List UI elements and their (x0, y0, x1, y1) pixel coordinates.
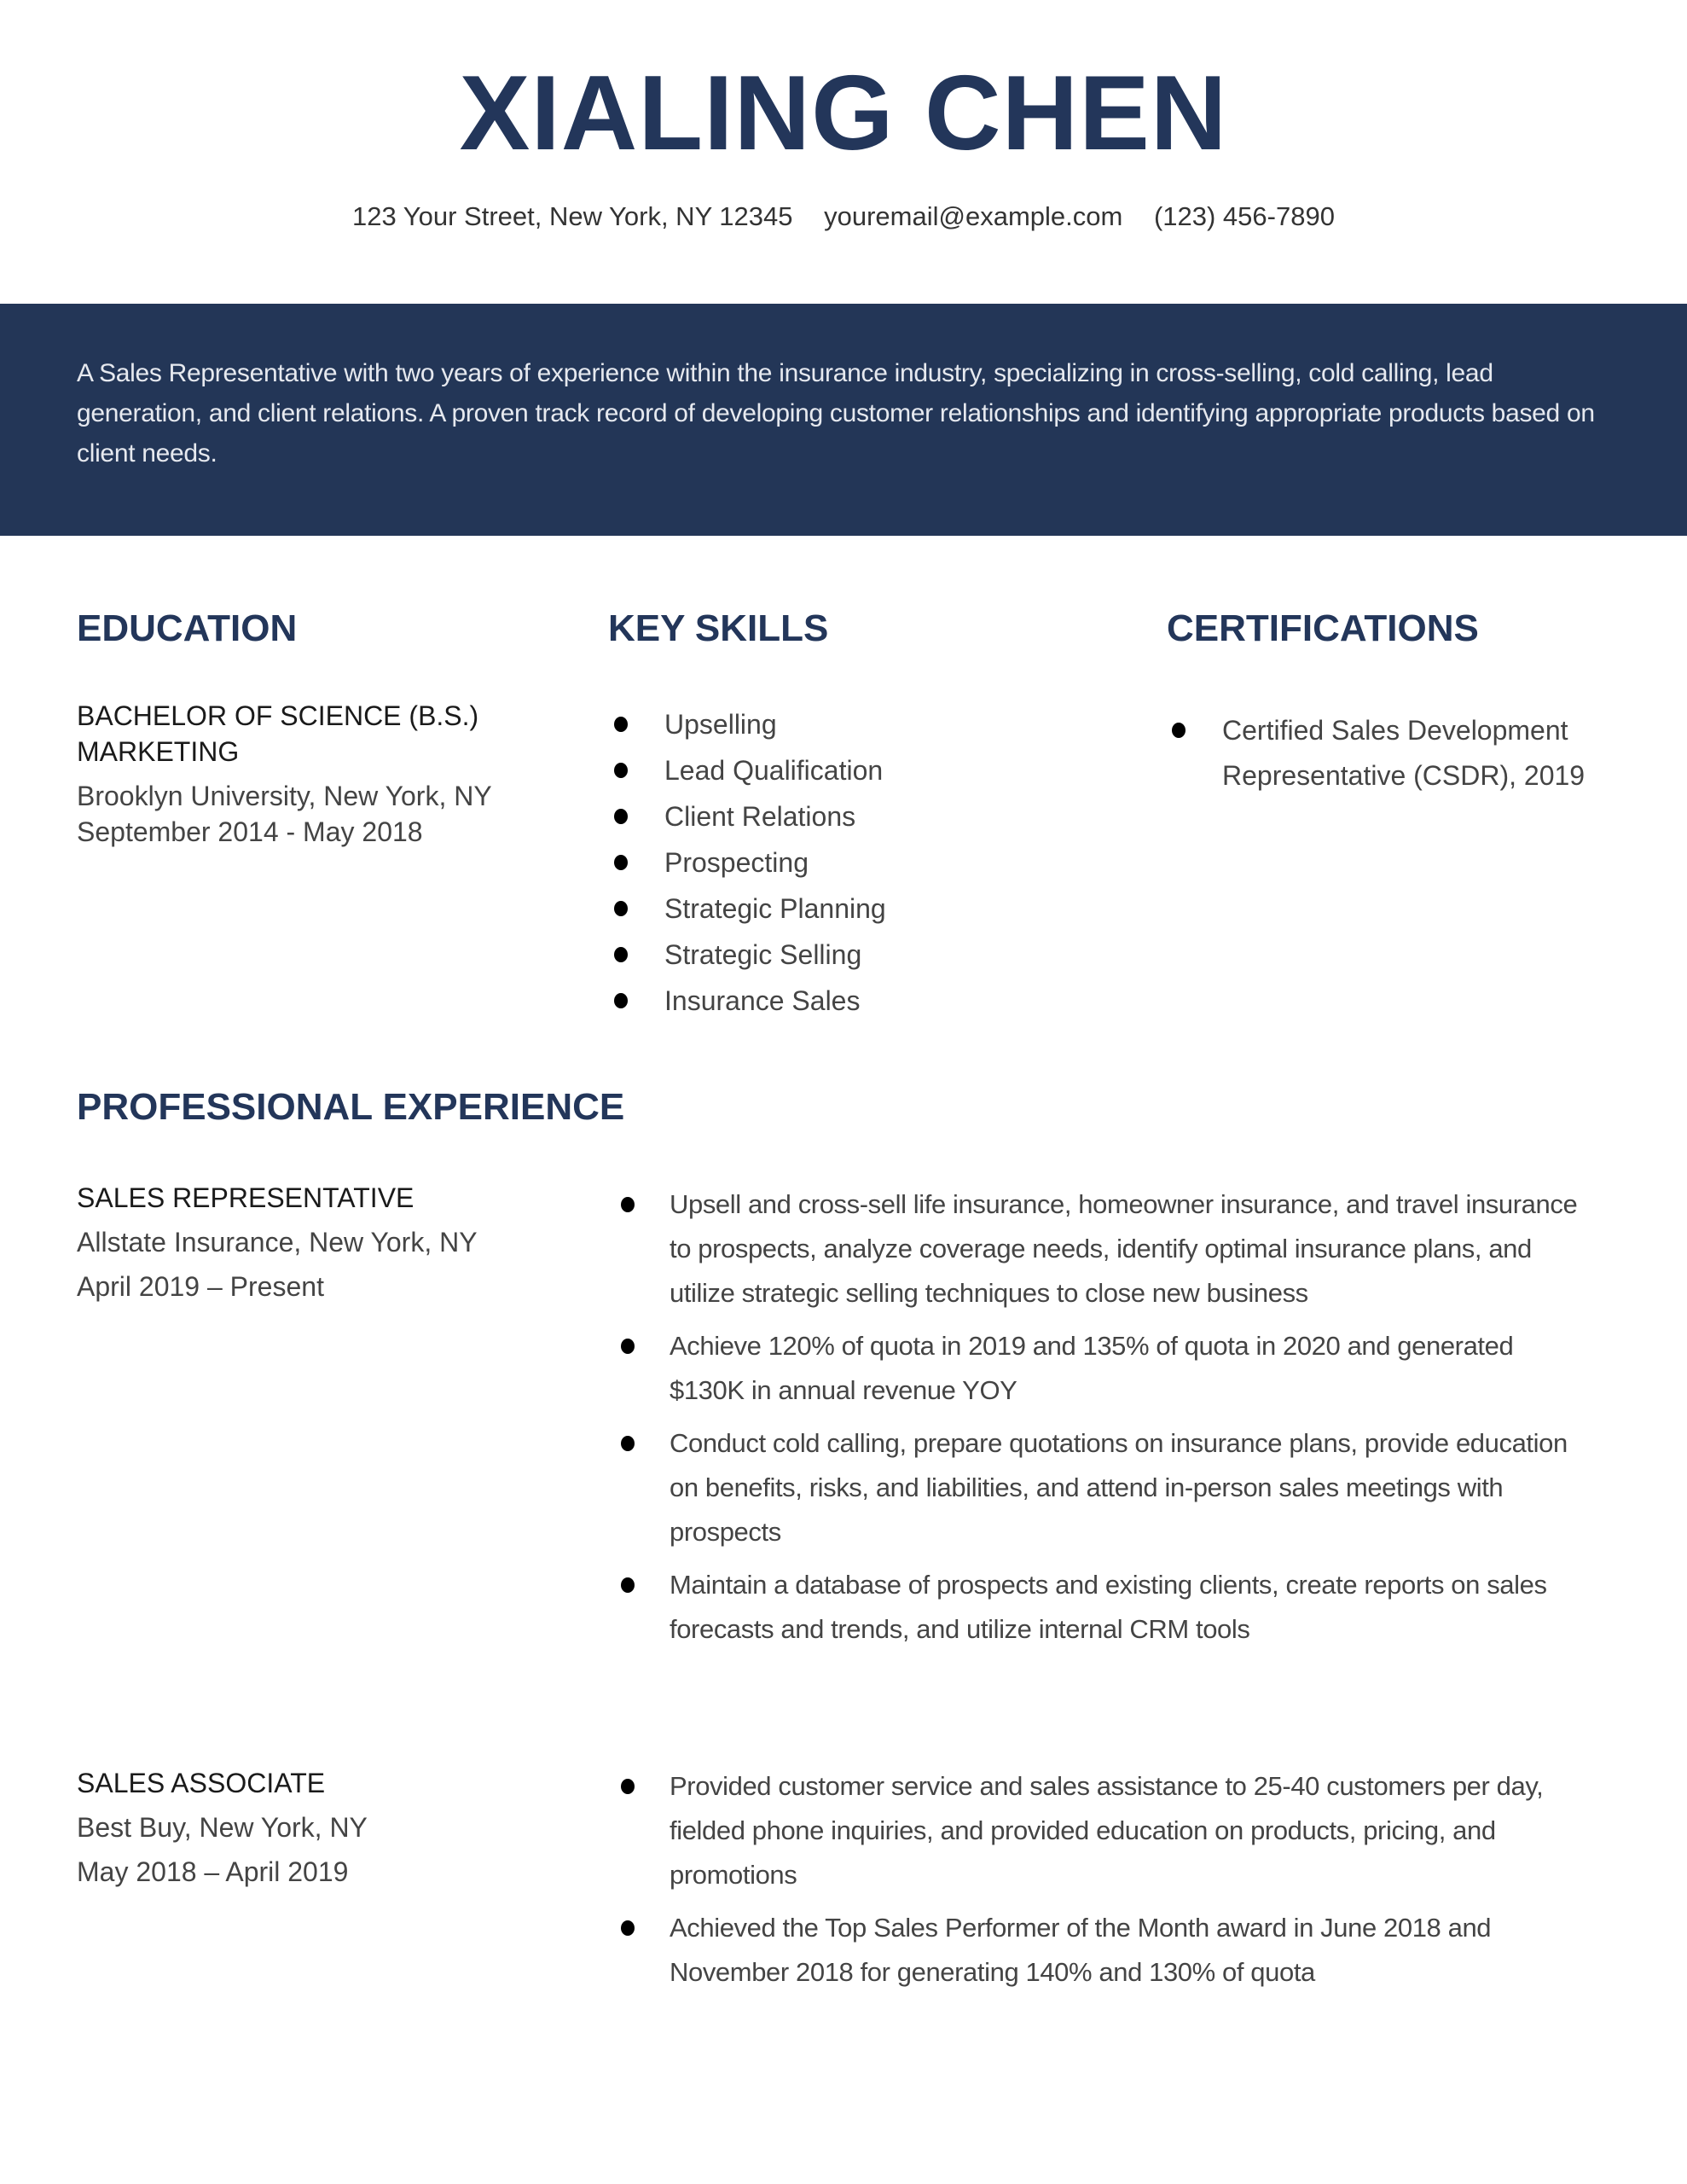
job-bullet (621, 1764, 1593, 1897)
job-bullet (621, 1563, 1593, 1652)
skill-item (614, 752, 886, 799)
bullet-icon (614, 993, 628, 1008)
bullet-text: Maintain a database of prospects and existing clients, create reports on sales forecasts and trends, and utilize internal CRM tools (670, 1570, 1547, 1644)
degree: BACHELOR OF SCIENCE (B.S.) (77, 700, 479, 731)
summary-text: A Sales Representative with two years of experience within the insurance industry, specializing in cross-selling, cold calling, lead generation, and client relations. A proven track record of developing customer relationships and identifying appropriate products based on client needs. (77, 359, 1595, 468)
job-bullet (621, 1421, 1593, 1554)
email: youremail@example.com (824, 201, 1123, 231)
skill-item (614, 937, 886, 983)
job-bullets (621, 1182, 1593, 1660)
candidate-name: XIALING CHEN (459, 55, 1228, 172)
bullet-icon (621, 1577, 635, 1593)
bullet-icon (614, 855, 628, 870)
contact-info (0, 201, 1687, 232)
bullet-icon (621, 1339, 635, 1354)
skill-label: Strategic Selling (664, 939, 862, 970)
certifications-list (1172, 708, 1615, 799)
bullet-icon (621, 1920, 635, 1936)
skill-item (614, 845, 886, 891)
certification-label: Certified Sales Development Representative (CSDR), 2019 (1222, 715, 1586, 791)
job-bullet (621, 1324, 1593, 1413)
job-dates: April 2019 – Present (77, 1271, 324, 1302)
certifications-heading: CERTIFICATIONS (1167, 607, 1479, 649)
skills-heading: KEY SKILLS (608, 607, 829, 649)
bullet-icon (614, 809, 628, 824)
skill-label: Prospecting (664, 847, 809, 878)
bullet-icon (621, 1197, 635, 1212)
address: 123 Your Street, New York, NY 12345 (352, 201, 793, 231)
job-info (77, 1761, 588, 1894)
skill-label: Upselling (664, 709, 777, 740)
major: MARKETING (77, 736, 240, 767)
job-title: SALES REPRESENTATIVE (77, 1182, 415, 1213)
job-info (77, 1176, 588, 1309)
bullet-icon (614, 717, 628, 732)
job-bullets (621, 1764, 1593, 2003)
bullet-icon (614, 947, 628, 962)
bullet-text: Conduct cold calling, prepare quotations on insurance plans, provide education on benefits, risks, and liabilities, and attend in-person sales meetings with prospects (670, 1428, 1568, 1547)
skill-item (614, 983, 886, 1029)
certification-item (1172, 708, 1615, 799)
bullet-icon (614, 901, 628, 916)
job-bullet (621, 1182, 1593, 1316)
bullet-icon (621, 1436, 635, 1451)
skill-label: Lead Qualification (664, 755, 884, 786)
summary-banner (0, 304, 1687, 536)
skill-label: Insurance Sales (664, 985, 861, 1016)
job-company: Allstate Insurance, New York, NY (77, 1227, 478, 1258)
experience-heading: PROFESSIONAL EXPERIENCE (77, 1086, 625, 1128)
skill-item (614, 706, 886, 752)
skills-list (614, 706, 886, 1029)
bullet-text: Achieved the Top Sales Performer of the Month award in June 2018 and November 2018 for generating 140% and 130% of quota (670, 1913, 1492, 1987)
bullet-icon (614, 763, 628, 778)
job-bullet (621, 1906, 1593, 1995)
school: Brooklyn University, New York, NY (77, 781, 492, 811)
education-dates: September 2014 - May 2018 (77, 816, 423, 847)
skill-item (614, 799, 886, 845)
skill-item (614, 891, 886, 937)
job-company: Best Buy, New York, NY (77, 1812, 368, 1843)
education-heading: EDUCATION (77, 607, 298, 649)
bullet-icon (621, 1779, 635, 1794)
education-entry (77, 698, 554, 850)
bullet-text: Provided customer service and sales assistance to 25-40 customers per day, fielded phone inquiries, and provided education on products, pricing, and promotions (670, 1771, 1544, 1890)
job-dates: May 2018 – April 2019 (77, 1856, 349, 1887)
bullet-icon (1172, 723, 1186, 738)
phone: (123) 456-7890 (1153, 201, 1335, 231)
bullet-text: Achieve 120% of quota in 2019 and 135% of quota in 2020 and generated $130K in annual revenue YOY (670, 1331, 1514, 1405)
skill-label: Strategic Planning (664, 893, 886, 924)
job-title: SALES ASSOCIATE (77, 1768, 326, 1798)
bullet-text: Upsell and cross-sell life insurance, homeowner insurance, and travel insurance to prospects, analyze coverage needs, identify optimal insurance plans, and utilize strategic selling techniques to close new business (670, 1189, 1578, 1308)
skill-label: Client Relations (664, 801, 856, 832)
